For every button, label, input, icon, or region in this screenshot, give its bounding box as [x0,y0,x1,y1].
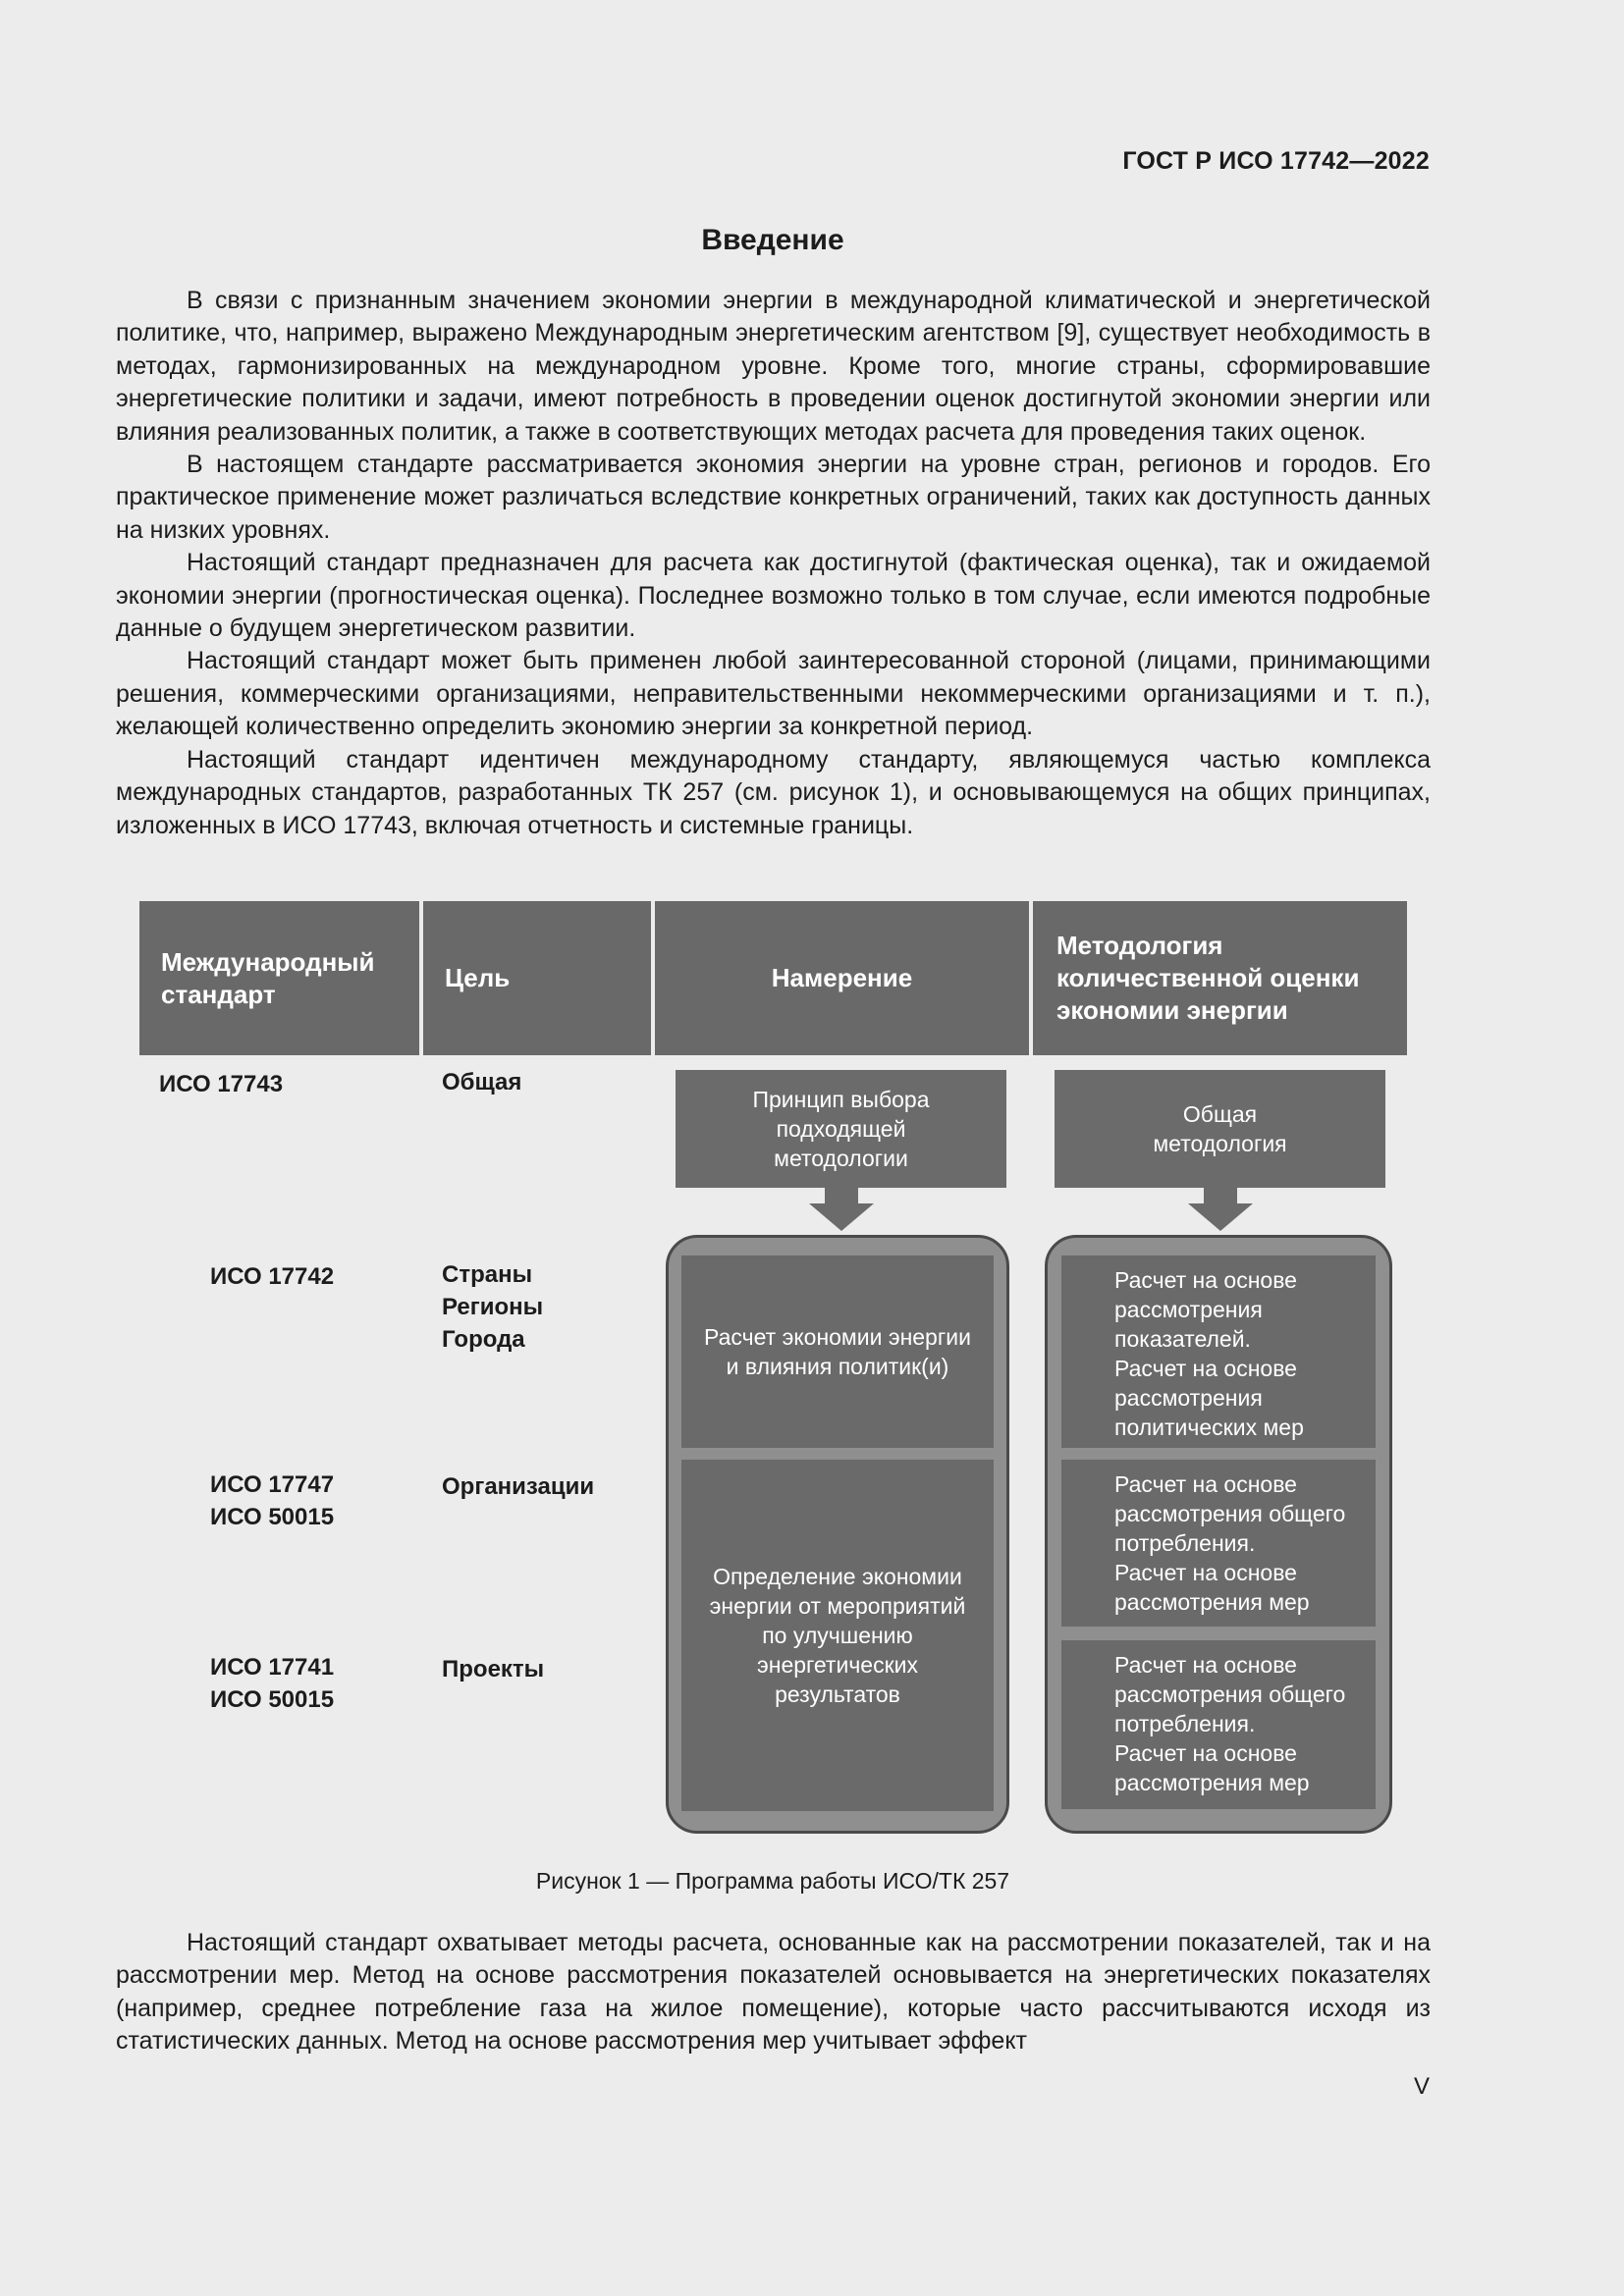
box-text: энергетических [757,1652,918,1678]
intent-box-measures [681,1460,994,1811]
box-text: рассмотрения мер [1114,1770,1310,1795]
box-text: подходящей [776,1116,906,1142]
box-text: результатов [775,1682,900,1707]
paragraph: В настоящем стандарте рассматривается экономия энергии на уровне стран, регионов и городов. Его практическое применение может различаться вследствие конкретных ограничений, таких как доступность данных на низких уровнях. [116,451,1431,544]
standard-label [210,1651,334,1716]
box-text: Расчет на основе [1114,1652,1297,1678]
header-methodology [1033,901,1407,1055]
header-text: стандарт [161,979,276,1009]
box-text: и влияния политик(и) [726,1354,949,1379]
header-standard [139,901,419,1055]
standard-code: ИСО 17747 [210,1471,335,1498]
goal-label [442,1258,543,1356]
box-text: энергии от мероприятий [709,1593,966,1619]
continued-text [116,1927,1431,2058]
box-text: Определение экономии [713,1564,962,1589]
goal-label [442,1470,594,1503]
standard-code: ИСО 17741 [210,1654,335,1681]
box-text: по улучшению [762,1623,913,1648]
section-title: Введение [701,224,844,256]
goal-text: Регионы [442,1294,544,1320]
figure-caption: Рисунок 1 — Программа работы ИСО/ТК 257 [535,1868,1010,1894]
methodology-top-box [1055,1070,1385,1188]
down-arrow-icon [807,1188,876,1233]
goal-label [442,1653,544,1685]
box-text: потребления. [1114,1711,1256,1736]
header-text: экономии энергии [1056,995,1288,1025]
standard-code: ИСО 50015 [210,1686,335,1713]
standard-code: ИСО 17743 [159,1071,284,1097]
header-text: количественной оценки [1056,963,1360,992]
methodology-box-projects [1061,1640,1376,1809]
box-text: рассмотрения общего [1114,1682,1346,1707]
intro-text [116,285,1431,842]
header-intent [655,901,1029,1055]
paragraph: Настоящий стандарт идентичен международному стандарту, являющемуся частью комплекса международных стандартов, разработанных ТК 257 (см. рисунок 1), и основывающемуся на общих принципах, изложенных в ИСО 17743, включая отчетность и системные границы. [116,745,1431,839]
methodology-group [1045,1235,1392,1834]
box-text: рассмотрения [1114,1297,1263,1322]
paragraph: В связи с признанным значением экономии энергии в международной климатической и энергетической политике, что, например, выражено Международным энергетическим агентством [9], существует необходимость в методах, гармонизированных на международном уровне. Кроме того, многие страны, сформировавшие энергетические политики и задачи, имеют потребность в проведении оценок достигнутой экономии энергии или влияния реализованных политик, а также в соответствующих методах расчета для проведения таких оценок. [116,287,1431,446]
goal-text: Общая [442,1069,522,1095]
standard-label [210,1468,334,1533]
box-text: потребления. [1114,1530,1256,1556]
box-text: Расчет на основе [1114,1471,1297,1497]
paragraph: Настоящий стандарт предназначен для расчета как достигнутой (фактическая оценка), так и ожидаемой экономии энергии (прогностическая оценка). Последнее возможно только в том случае, если имеются подробные данные о будущем энергетическом развитии. [116,549,1431,643]
box-text: рассмотрения [1114,1385,1263,1411]
intent-group [666,1235,1009,1834]
box-text: методологии [774,1146,908,1171]
methodology-box-countries [1061,1255,1376,1448]
box-text: Расчет на основе [1114,1740,1297,1766]
figure-iso-tc257-program [139,901,1416,1843]
header-text: Цель [445,963,511,992]
box-text: Расчет на основе [1114,1267,1297,1293]
intent-top-box [676,1070,1006,1188]
document-code: ГОСТ Р ИСО 17742—2022 [1122,147,1430,175]
box-text: политических мер [1114,1415,1304,1440]
header-goal [423,901,651,1055]
box-text: показателей. [1114,1326,1251,1352]
box-text: Расчет экономии энергии [704,1324,971,1350]
box-text: Принцип выбора [752,1087,930,1112]
standard-code: ИСО 50015 [210,1504,335,1530]
header-text: Намерение [771,963,913,992]
down-arrow-icon [1186,1188,1255,1233]
paragraph: Настоящий стандарт охватывает методы расчета, основанные как на рассмотрении показателей, так и на рассмотрении мер. Метод на основе рассмотрения показателей основывается на энергетических показателях (например, среднее потребление газа на жилое помещение), которые часто рассчитываются исходя из статистических данных. Метод на основе рассмотрения мер учитывает эффект [116,1929,1431,2056]
goal-text: Страны [442,1261,533,1288]
box-text: Расчет на основе [1114,1356,1297,1381]
box-text: рассмотрения общего [1114,1501,1346,1526]
methodology-box-organizations [1061,1460,1376,1627]
paragraph: Настоящий стандарт может быть применен любой заинтересованной стороной (лицами, принимающими решения, коммерческими организациями, неправительственными некоммерческими организациями и т. п.), желающей количественно определить экономию энергии за конкретной период. [116,647,1431,741]
standard-code: ИСО 17742 [210,1263,335,1290]
header-text: Международный [161,946,375,977]
header-text: Методология [1056,931,1223,960]
standard-label [210,1260,334,1293]
box-text: методология [1153,1131,1287,1156]
box-text: рассмотрения мер [1114,1589,1310,1615]
box-text: Расчет на основе [1114,1560,1297,1585]
standard-label [159,1068,283,1100]
goal-text: Организации [442,1473,595,1500]
box-text: Общая [1182,1101,1258,1127]
goal-label [442,1066,521,1098]
goal-text: Проекты [442,1656,545,1682]
intent-box-countries [681,1255,994,1448]
page-number: V [1413,2073,1430,2100]
goal-text: Города [442,1326,525,1353]
